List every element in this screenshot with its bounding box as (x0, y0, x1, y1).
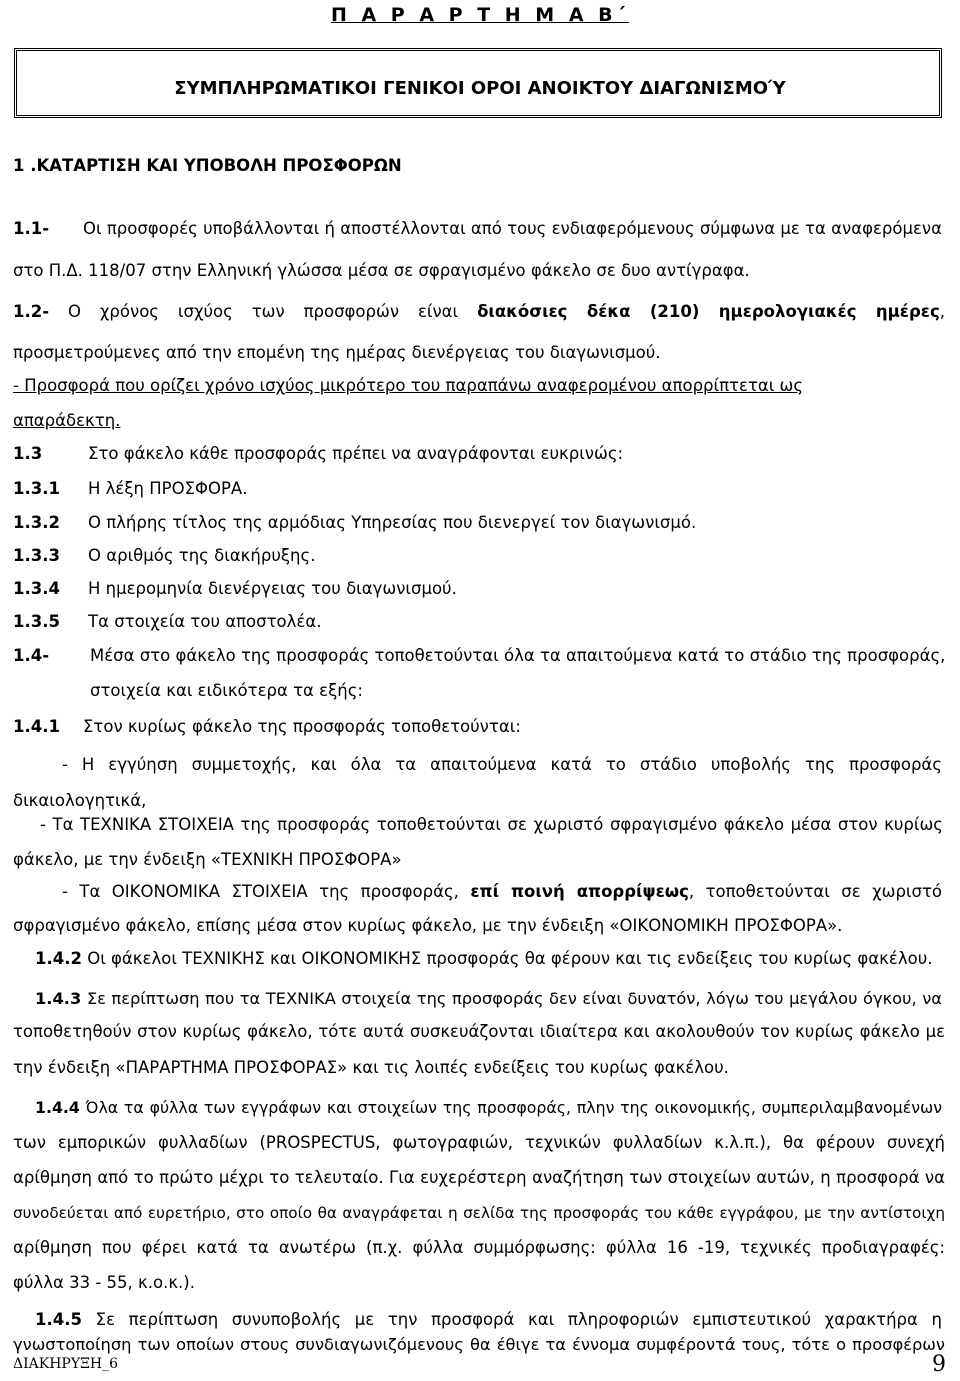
paragraph-1-2 (13, 297, 945, 327)
paragraph-number: 1.3.4 (13, 579, 60, 598)
footer-document-name: ΔΙΑΚΗΡΥΞΗ_6 (13, 1356, 119, 1372)
paragraph-text: Σε περίπτωση που τα ΤΕΧΝΙΚΑ στοιχεία της προσφοράς δεν είναι δυνατόν, λόγω του μεγάλου όγκου, να (86, 989, 942, 1008)
validity-period: διακόσιες δέκα (210) ημερολογιακές ημέρες (477, 302, 940, 321)
paragraph-1-4-4-line2: των εμπορικών φυλλαδίων (PROSPECTUS, φωτογραφιών, τεχνικών φυλλαδίων κ.λ.π.), θα φέρουν συνεχή (13, 1133, 945, 1152)
paragraph-1-4-3-line2: τοποθετηθούν στον κυρίως φάκελο, τότε αυτά συσκευάζονται ιδιαίτερα και ακολουθούν τον κυρίως φάκελο με (13, 1022, 945, 1041)
paragraph-number: 1.1- (13, 219, 50, 238)
bullet-technical: - Τα ΤΕΧΝΙΚΑ ΣΤΟΙΧΕΙΑ της προσφοράς τοποθετούνται σε χωριστό σφραγισμένο φάκελο μέσα στον κυρίως (40, 815, 943, 834)
paragraph-1-3-3 (13, 541, 945, 571)
bullet-technical-line2: φάκελο, με την ένδειξη «ΤΕΧΝΙΚΗ ΠΡΟΣΦΟΡΑ» (13, 850, 402, 869)
paragraph-1-4-1 (13, 712, 945, 742)
paragraph-number: 1.2- (13, 302, 50, 321)
paragraph-1-4-4-line5: αρίθμηση που φέρει κατά τα ανωτέρω (π.χ. φύλλα συμμόρφωσης: φύλλα 16 -19, τεχνικές προδιαγραφές: (13, 1238, 945, 1257)
paragraph-1-2-line4: απαράδεκτη. (13, 411, 121, 430)
paragraph-text: Οι φάκελοι ΤΕΧΝΙΚΗΣ και ΟΙΚΟΝΟΜΙΚΗΣ προσφοράς θα φέρουν και τις ενδείξεις του κυρίως φακέλου. (87, 949, 933, 968)
box-title: ΣΥΜΠΛΗΡΩΜΑΤΙΚΟΙ ΓΕΝΙΚΟΙ ΟΡΟΙ ΑΝΟΙΚΤΟΥ ΔΙΑΓΩΝΙΣΜΟΎ (174, 78, 786, 99)
paragraph-1-4-4-line3: αρίθμηση από το πρώτο μέχρι το τελευταίο. Για ευχερέστερη αναζήτηση των στοιχείων αυτών, η προσφορά να (13, 1168, 945, 1187)
paragraph-1-4-4 (35, 1093, 942, 1123)
paragraph-1-3 (13, 439, 945, 469)
paragraph-1-4-4-line4: συνοδεύεται από ευρετήριο, στο οποίο θα αναγράφεται η σελίδα της προσφοράς του κάθε εγγράφου, με την αντίστοιχη (13, 1204, 945, 1222)
paragraph-1-4 (13, 641, 945, 671)
bullet-guarantee: - Η εγγύηση συμμετοχής, και όλα τα απαιτούμενα κατά το στάδιο υποβολής της προσφοράς (62, 755, 942, 774)
paragraph-text: Στο φάκελο κάθε προσφοράς πρέπει να αναγράφονται ευκρινώς: (88, 444, 624, 463)
paragraph-text: Τα στοιχεία του αποστολέα. (88, 612, 322, 631)
paragraph-number: 1.4- (13, 646, 50, 665)
paragraph-text: Ο πλήρης τίτλος της αρμόδιας Υπηρεσίας που διενεργεί τον διαγωνισμό. (88, 513, 697, 532)
paragraph-1-3-4 (13, 574, 945, 604)
paragraph-text: Η λέξη ΠΡΟΣΦΟΡΑ. (88, 479, 248, 498)
paragraph-number: 1.4.4 (35, 1098, 80, 1117)
paragraph-1-3-2 (13, 508, 945, 538)
paragraph-number: 1.3.3 (13, 546, 60, 565)
paragraph-text: Στον κυρίως φάκελο της προσφοράς τοποθετούνται: (83, 717, 521, 736)
paragraph-text: Όλα τα φύλλα των εγγράφων και στοιχείων της προσφοράς, πλην της οικονομικής, συμπεριλαμβανομένων (85, 1098, 942, 1117)
paragraph-1-3-1 (13, 474, 945, 504)
paragraph-number: 1.3.1 (13, 479, 60, 498)
paragraph-1-2-line3: - Προσφορά που ορίζει χρόνο ισχύος μικρότερο του παραπάνω αναφερομένου απορρίπτεται ως (13, 376, 804, 395)
paragraph-number: 1.4.2 (35, 949, 82, 968)
paragraph-number: 1.4.3 (35, 989, 82, 1008)
paragraph-1-4-4-line6: φύλλα 33 - 55, κ.ο.κ.). (13, 1273, 195, 1292)
paragraph-1-2-line2: προσμετρούμενες από την επομένη της ημέρας διενέργειας του διαγωνισμού. (13, 343, 661, 362)
paragraph-number: 1.3.2 (13, 513, 60, 532)
paragraph-text: Σε περίπτωση συνυποβολής με την προσφορά και πληροφοριών εμπιστευτικού χαρακτήρα η (95, 1310, 942, 1329)
paragraph-text: Ο χρόνος ισχύος των προσφορών είναι (68, 302, 459, 321)
section-1-heading: 1 .ΚΑΤΑΡΤΙΣΗ ΚΑΙ ΥΠΟΒΟΛΗ ΠΡΟΣΦΟΡΩΝ (13, 156, 402, 175)
paragraph-text: , τοποθετούνται σε χωριστό (688, 882, 943, 901)
penalty-text: επί ποινή απορρίψεως (470, 882, 689, 901)
bullet-financial (62, 877, 942, 907)
paragraph-number: 1.4.1 (13, 717, 60, 736)
paragraph-text: Οι προσφορές υποβάλλονται ή αποστέλλονται από τους ενδιαφερόμενους σύμφωνα με τα αναφερόμενα (83, 219, 942, 238)
paragraph-1-4-line2: στοιχεία και ειδικότερα τα εξής: (90, 681, 363, 700)
bullet-guarantee-line2: δικαιολογητικά, (13, 791, 147, 810)
paragraph-1-4-3 (35, 984, 942, 1014)
paragraph-number: 1.3.5 (13, 612, 60, 631)
paragraph-text: Η ημερομηνία διενέργειας του διαγωνισμού. (88, 579, 457, 598)
paragraph-1-1-line2: στο Π.Δ. 118/07 στην Ελληνική γλώσσα μέσα σε σφραγισμένο φάκελο σε δυο αντίγραφα. (13, 261, 750, 280)
paragraph-text: Ο αριθμός της διακήρυξης. (88, 546, 316, 565)
paragraph-text: - Τα ΟΙΚΟΝΟΜΙΚΑ ΣΤΟΙΧΕΙΑ της προσφοράς, (62, 882, 459, 901)
paragraph-text: , (939, 302, 945, 321)
paragraph-number: 1.3 (13, 444, 43, 463)
paragraph-1-4-3-line3: την ένδειξη «ΠΑΡΑΡΤΗΜΑ ΠΡΟΣΦΟΡΑΣ» και τις λοιπές ενδείξεις του κυρίως φακέλου. (13, 1058, 729, 1077)
paragraph-number: 1.4.5 (35, 1310, 82, 1329)
paragraph-1-4-5-line2: γνωστοποίηση των οποίων στους συνδιαγωνιζόμενους θα έθιγε τα έννομα συμφέροντά τους, τότε ο προσφέρων (13, 1335, 945, 1354)
page-number: 9 (932, 1352, 946, 1377)
bullet-financial-line2: σφραγισμένο φάκελο, επίσης μέσα στον κυρίως φάκελο, με την ένδειξη «ΟΙΚΟΝΟΜΙΚΗ ΠΡΟΣΦΟΡΑ». (13, 916, 843, 935)
paragraph-text: Μέσα στο φάκελο της προσφοράς τοποθετούνται όλα τα απαιτούμενα κατά το στάδιο της προσφοράς, (90, 646, 946, 665)
paragraph-1-4-2 (35, 944, 945, 974)
annex-title: Π Α Ρ Α Ρ Τ Η Μ Α Β΄ (330, 4, 630, 26)
paragraph-1-1 (13, 214, 945, 244)
paragraph-1-3-5 (13, 607, 945, 637)
